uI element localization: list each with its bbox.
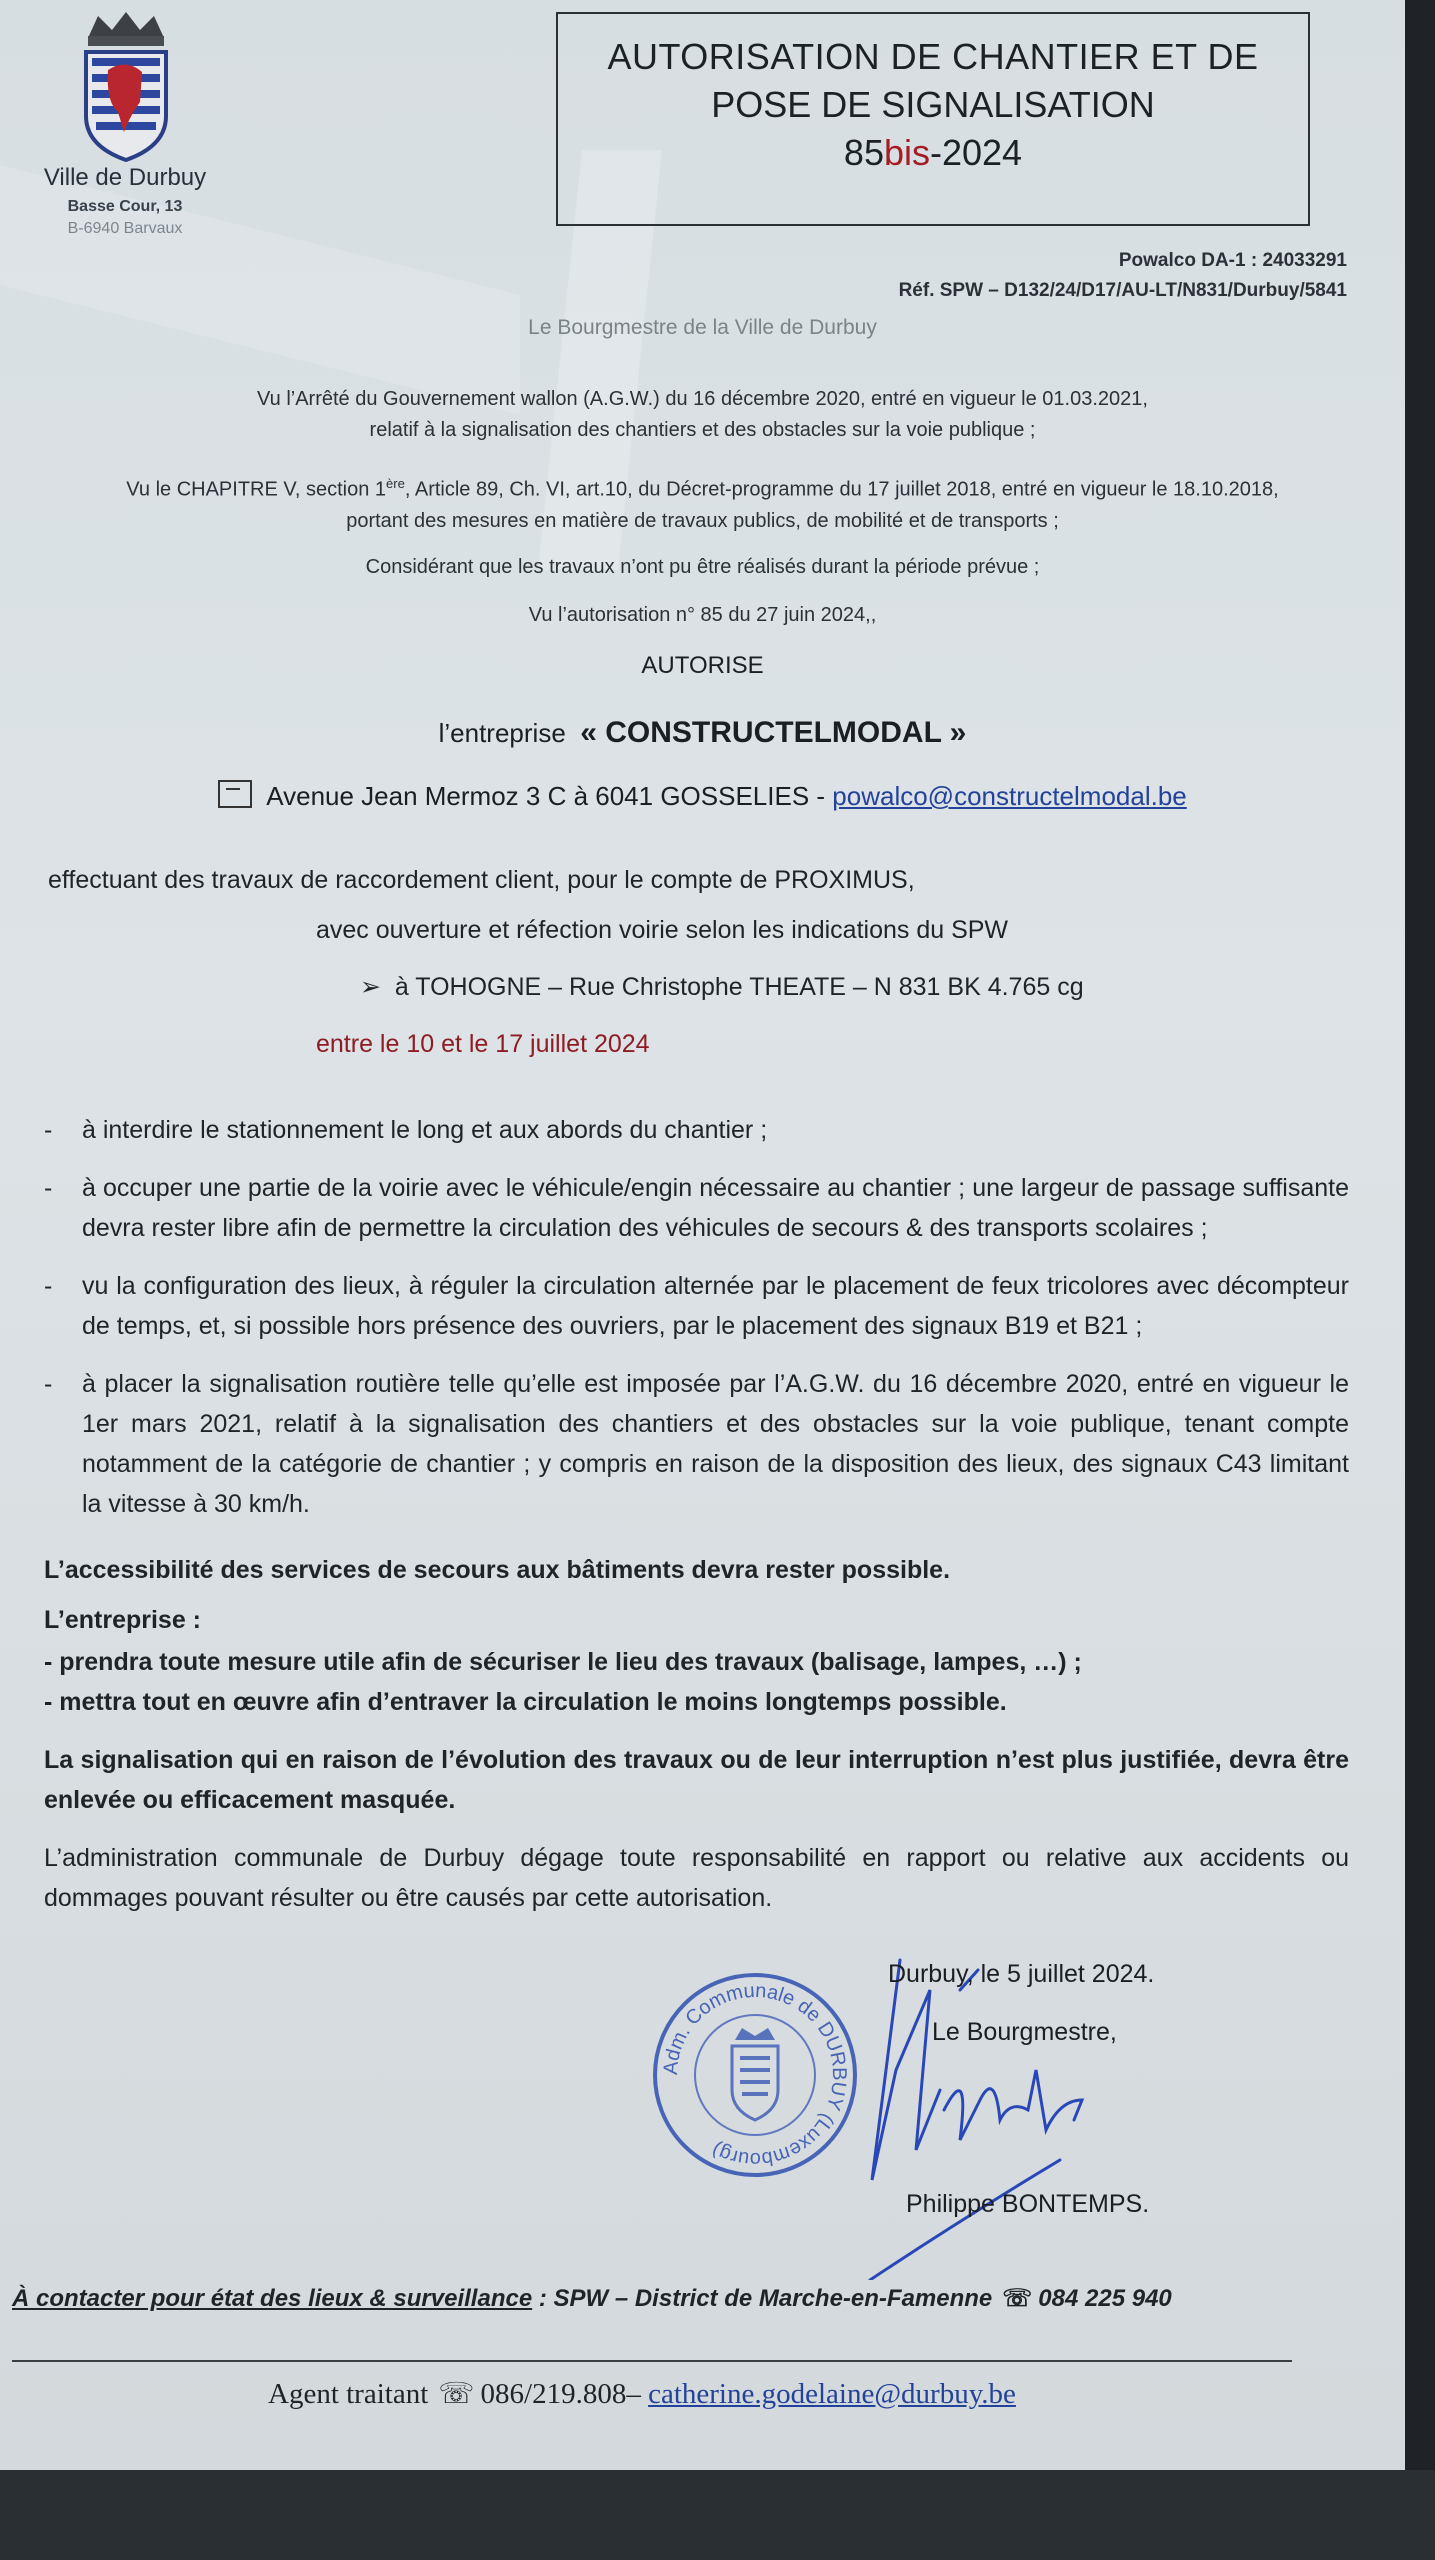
works-line-1: effectuant des travaux de raccordement client, pour le compte de PROXIMUS, <box>48 866 915 894</box>
contractor-name: « CONSTRUCTELMODAL » <box>580 716 967 749</box>
stamp-text: Adm. Communale de DURBUY (Luxembourg) <box>659 1979 851 2171</box>
town-address-city: B-6940 Barvaux <box>67 220 183 237</box>
footer-divider <box>12 2360 1292 2362</box>
title-line-2: POSE DE SIGNALISATION <box>711 84 1155 125</box>
municipal-stamp <box>650 1970 860 2180</box>
authority-line: Le Bourgmestre de la Ville de Durbuy <box>528 316 877 339</box>
contractor-email-link[interactable]: powalco@constructelmodal.be <box>832 781 1187 811</box>
signature-date: Durbuy, le 5 juillet 2024. <box>888 1960 1155 1988</box>
contractor-separator: - <box>809 781 833 811</box>
decret-part-a: Vu le CHAPITRE V, section 1 <box>126 478 387 501</box>
list-item: - à occuper une partie de la voirie avec le véhicule/engin nécessaire au chantier ; une largeur de passage suffisante devra rester libre afin de permettre la circulation des véhicules de secours & des transports scolaires ; <box>44 1168 1349 1248</box>
condition-text: à occuper une partie de la voirie avec le véhicule/engin nécessaire au chantier ; une largeur de passage suffisante devra rester libre afin de permettre la circulation des véhicules de secours & des transports scolaires ; <box>82 1174 1349 1242</box>
durbuy-crest-icon <box>78 12 174 162</box>
works-location <box>360 972 1084 1002</box>
decret-sup: ère <box>386 476 405 491</box>
contractor-prefix: l’entreprise <box>438 718 566 748</box>
authorization-number <box>558 132 1308 174</box>
arrow-icon: ➢ <box>360 973 381 1001</box>
signatory-title: Le Bourgmestre, <box>932 2018 1117 2046</box>
conditions-list <box>44 1110 1349 1542</box>
title-line-1: AUTORISATION DE CHANTIER ET DE <box>607 36 1259 77</box>
obligations-heading: L’entreprise : <box>44 1606 201 1634</box>
mail-icon <box>218 780 252 808</box>
contact-label: À contacter pour état des lieux & surveillance <box>12 2285 533 2312</box>
phone-icon: ☏ <box>1002 2285 1033 2312</box>
town-name: Ville de Durbuy <box>43 164 207 191</box>
stamp-crest-icon <box>732 2028 778 2120</box>
contact-value: : SPW – District de Marche-en-Famenne <box>532 2285 993 2312</box>
town-address-street: Basse Cour, 13 <box>67 198 183 215</box>
list-item: - à placer la signalisation routière telle qu’elle est imposée par l’A.G.W. du 16 décembre 2020, entré en vigueur le 1er mars 2021, relatif à la signalisation des chantiers et des obstacles sur la voie publique, tenant compte notamment de la catégorie de chantier ; y compris en raison de la disposition des lieux, des signaux C43 limitant la vitesse à 30 km/h. <box>44 1364 1349 1524</box>
contractor-address: Avenue Jean Mermoz 3 C à 6041 GOSSELIES <box>266 781 810 811</box>
condition-text: à placer la signalisation routière telle qu’elle est imposée par l’A.G.W. du 16 décembre 2020, entré en vigueur le 1er mars 2021, relatif à la signalisation des chantiers et des obstacles sur la voie publique, tenant compte notamment de la catégorie de chantier ; y compris en raison de la disposition des lieux, des signaux C43 limitant la vitesse à 30 km/h. <box>82 1370 1349 1518</box>
handwritten-signature <box>860 1950 1120 2280</box>
number-prefix: 85 <box>843 132 884 173</box>
works-dates: entre le 10 et le 17 juillet 2024 <box>316 1030 650 1058</box>
ref-powalco: Powalco DA-1 : 24033291 <box>1118 250 1347 271</box>
preamble-agw <box>0 384 1405 446</box>
condition-text: vu la configuration des lieux, à réguler la circulation alternée par le placement de feux tricolores avec décompteur de temps, et, si possible hors présence des ouvriers, par le placement des signaux B19 et B21 ; <box>82 1272 1349 1340</box>
autorise-heading: AUTORISE <box>641 652 764 679</box>
preamble-decret-line2: portant des mesures en matière de travaux publics, de mobilité et de transports ; <box>346 509 1059 532</box>
agent-separator: – <box>626 2378 649 2410</box>
decret-part-b: , Article 89, Ch. VI, art.10, du Décret-programme du 17 juillet 2018, entré en vigueur le 18.10.2018, <box>404 478 1279 501</box>
preamble-agw-line2: relatif à la signalisation des chantiers et des obstacles sur la voie publique ; <box>369 419 1036 441</box>
obligation-item-2: - mettra tout en œuvre afin d’entraver la circulation le moins longtemps possible. <box>44 1688 1007 1716</box>
ref-spw: Réf. SPW – D132/24/D17/AU-LT/N831/Durbuy/5841 <box>898 280 1347 301</box>
list-item: - vu la configuration des lieux, à réguler la circulation alternée par le placement de feux tricolores avec décompteur de temps, et, si possible hors présence des ouvriers, par le placement des signaux B19 et B21 ; <box>44 1266 1349 1346</box>
works-line-2: avec ouverture et réfection voirie selon les indications du SPW <box>316 916 1009 944</box>
agent-label: Agent traitant <box>268 2378 429 2410</box>
frame-edge-bottom <box>0 2470 1435 2560</box>
signalisation-note: La signalisation qui en raison de l’évolution des travaux ou de leur interruption n’est plus justifiée, devra être enlevée ou efficacement masquée. <box>44 1746 1349 1814</box>
signatory-name: Philippe BONTEMPS. <box>906 2190 1150 2218</box>
number-bis: bis <box>883 132 930 173</box>
emergency-access-note: L’accessibilité des services de secours aux bâtiments devra rester possible. <box>44 1556 951 1584</box>
reference-block <box>899 246 1347 306</box>
prior-authorization-line: Vu l’autorisation n° 85 du 27 juin 2024,, <box>528 604 877 626</box>
frame-edge-right <box>1405 0 1435 2560</box>
works-location-text: à TOHOGNE – Rue Christophe THEATE – N 831 BK 4.765 cg <box>394 973 1084 1001</box>
preamble-agw-line1: Vu l’Arrêté du Gouvernement wallon (A.G.W.) du 16 décembre 2020, entré en vigueur le 01.03.2021, <box>257 388 1148 410</box>
contractor-address-line <box>0 780 1405 812</box>
considerant-line: Considérant que les travaux n’ont pu être réalisés durant la période prévue ; <box>365 556 1040 578</box>
contractor-line <box>0 716 1405 750</box>
contact-phone[interactable]: 084 225 940 <box>1038 2285 1172 2312</box>
town-block <box>20 164 230 238</box>
agent-phone[interactable]: 086/219.808 <box>480 2378 627 2410</box>
list-item: - à interdire le stationnement le long et aux abords du chantier ; <box>44 1110 1349 1150</box>
disclaimer: L’administration communale de Durbuy dégage toute responsabilité en rapport ou relative aux accidents ou dommages pouvant résulter ou être causés par cette autorisation. <box>44 1844 1349 1912</box>
number-suffix: -2024 <box>930 132 1023 173</box>
preamble-decret <box>0 468 1405 537</box>
phone-icon: ☏ <box>438 2378 475 2410</box>
svg-text:Adm. Communale de DURBUY (Luxe <box>660 1980 850 2170</box>
agent-email-link[interactable]: catherine.godelaine@durbuy.be <box>648 2378 1016 2410</box>
condition-text: à interdire le stationnement le long et aux abords du chantier ; <box>82 1116 768 1144</box>
title-box <box>556 12 1310 226</box>
agent-line <box>268 2376 1016 2411</box>
contact-line <box>12 2284 1172 2313</box>
preamble-decret-line1 <box>0 468 1405 506</box>
obligation-item-1: - prendra toute mesure utile afin de sécuriser le lieu des travaux (balisage, lampes, …) ; <box>44 1648 1082 1676</box>
